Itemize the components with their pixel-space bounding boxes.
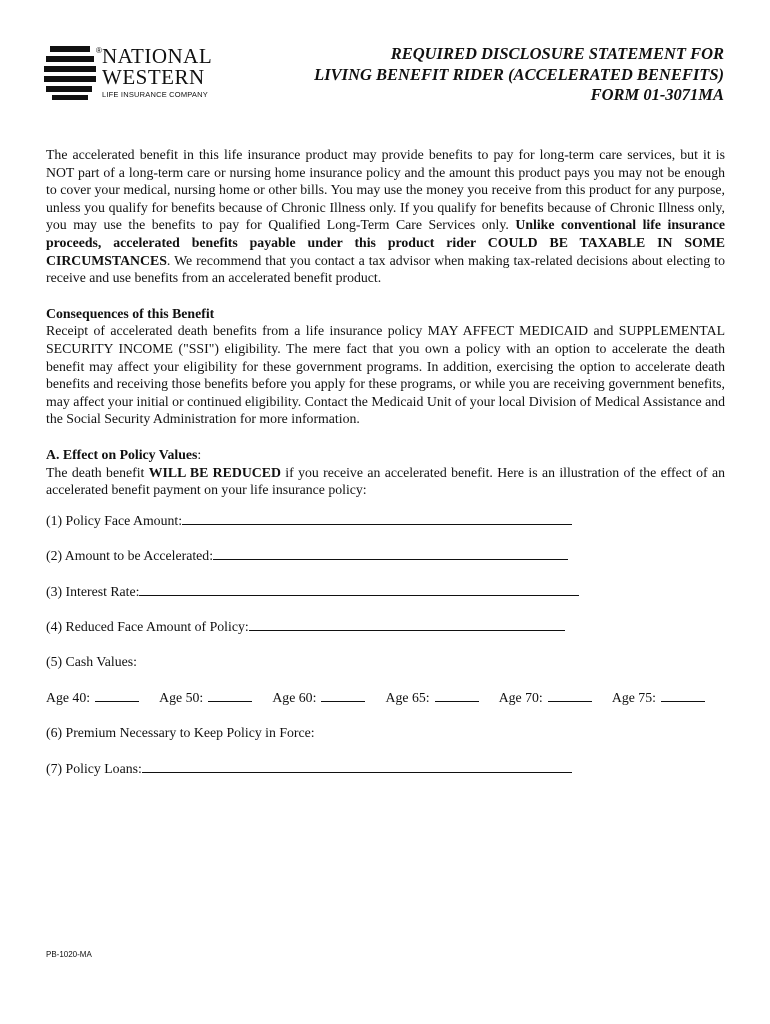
form-code: PB-1020-MA xyxy=(46,950,92,959)
interest-rate-input[interactable] xyxy=(139,582,579,596)
field-policy-loans xyxy=(46,759,725,777)
field-label: (1) Policy Face Amount: xyxy=(46,512,183,528)
age-65-input[interactable] xyxy=(435,688,479,702)
logo-subtitle: LIFE INSURANCE COMPANY xyxy=(102,90,208,99)
field-label: (4) Reduced Face Amount of Policy: xyxy=(46,619,249,635)
effect-heading-text: A. Effect on Policy Values xyxy=(46,446,198,462)
document-title xyxy=(264,44,724,106)
intro-text-after: . We recommend that you contact a tax advisor when making tax-related decisions about electing to receive and use benefits from an accelerated benefit product. xyxy=(46,252,725,286)
age-50-input[interactable] xyxy=(208,688,252,702)
title-line-2: LIVING BENEFIT RIDER (ACCELERATED BENEFITS) xyxy=(314,64,724,84)
policy-face-amount-input[interactable] xyxy=(182,511,572,525)
age-field xyxy=(159,688,272,706)
title-line-1: REQUIRED DISCLOSURE STATEMENT FOR xyxy=(390,44,724,63)
field-label: (3) Interest Rate: xyxy=(46,583,140,599)
field-label: (5) Cash Values: xyxy=(46,653,137,669)
age-field xyxy=(386,688,499,706)
logo-line-national: NATIONAL xyxy=(102,44,213,68)
intro-bold-text: Unlike conventional life insurance proceeds, accelerated benefits payable under this product rider COULD BE TAXABLE IN SOME CIRCUMSTANCES xyxy=(46,217,725,268)
age-60-input[interactable] xyxy=(321,688,365,702)
logo-stripes-icon xyxy=(44,44,96,100)
age-label: Age 70: xyxy=(498,690,543,706)
age-fields-row xyxy=(46,688,725,706)
age-75-input[interactable] xyxy=(661,688,705,702)
field-label: (6) Premium Necessary to Keep Policy in Force: xyxy=(46,724,315,740)
consequences-heading: Consequences of this Benefit xyxy=(46,305,215,321)
effect-paragraph xyxy=(46,464,725,499)
field-amount-accelerated xyxy=(46,546,725,564)
age-label: Age 40: xyxy=(46,690,91,706)
field-label: (7) Policy Loans: xyxy=(46,761,142,777)
effect-heading xyxy=(46,446,725,464)
effect-heading-colon: : xyxy=(197,446,202,462)
intro-paragraph xyxy=(46,146,725,287)
reduced-face-amount-input[interactable] xyxy=(249,617,565,631)
age-field xyxy=(46,688,159,706)
field-interest-rate xyxy=(46,582,725,600)
age-label: Age 65: xyxy=(385,690,430,706)
registered-mark: ® xyxy=(96,46,102,55)
effect-text: The death benefit xyxy=(46,464,149,480)
company-logo xyxy=(44,44,214,104)
field-cash-values xyxy=(46,653,725,671)
field-policy-face-amount xyxy=(46,511,725,529)
field-reduced-face-amount xyxy=(46,617,725,635)
title-line-3: FORM 01-3071MA xyxy=(590,85,724,104)
effect-bold-text: WILL BE REDUCED xyxy=(148,464,281,480)
age-field xyxy=(272,688,385,706)
age-field xyxy=(499,688,612,706)
age-label: Age 75: xyxy=(611,690,656,706)
age-label: Age 50: xyxy=(159,690,204,706)
age-field xyxy=(612,688,725,706)
age-70-input[interactable] xyxy=(548,688,592,702)
policy-loans-input[interactable] xyxy=(142,759,572,773)
amount-accelerated-input[interactable] xyxy=(213,546,568,560)
logo-line-western: WESTERN xyxy=(102,65,205,89)
effect-text-after: if you receive an accelerated benefit. Here is an illustration of the effect of an accelerated benefit payment on your life insurance policy: xyxy=(46,464,725,498)
intro-text: The accelerated benefit in this life insurance product may provide benefits to pay for long-term care services, but it is NOT part of a long-term care or nursing home insurance policy and the amount this product pays you may not be enough to cover your medical, nursing home or other bills. You may use the money you receive from this product for any purpose, unless you qualify for benefits because of Chronic Illness only. If you qualify for benefits because of Chronic Illness only, you may use the benefits to pay for Qualified Long-Term Care Services only. xyxy=(46,147,725,233)
document-body xyxy=(46,146,725,777)
age-40-input[interactable] xyxy=(95,688,139,702)
field-label: (2) Amount to be Accelerated: xyxy=(46,548,214,564)
consequences-paragraph: Receipt of accelerated death benefits from a life insurance policy MAY AFFECT MEDICAID and SUPPLEMENTAL SECURITY INCOME ("SSI") eligibility. The mere fact that you own a policy with an option to accelerate the death benefit may affect your eligibility for these government programs. In addition, exercising the option to accelerate death benefits and receiving those benefits before you apply for these programs, or while you are receiving government benefits, may affect your initial or continued eligibility. Contact the Medicaid Unit of your local Division of Medical Assistance and the Social Security Administration for more information. xyxy=(46,323,725,427)
field-premium-necessary xyxy=(46,724,725,742)
age-label: Age 60: xyxy=(272,690,317,706)
